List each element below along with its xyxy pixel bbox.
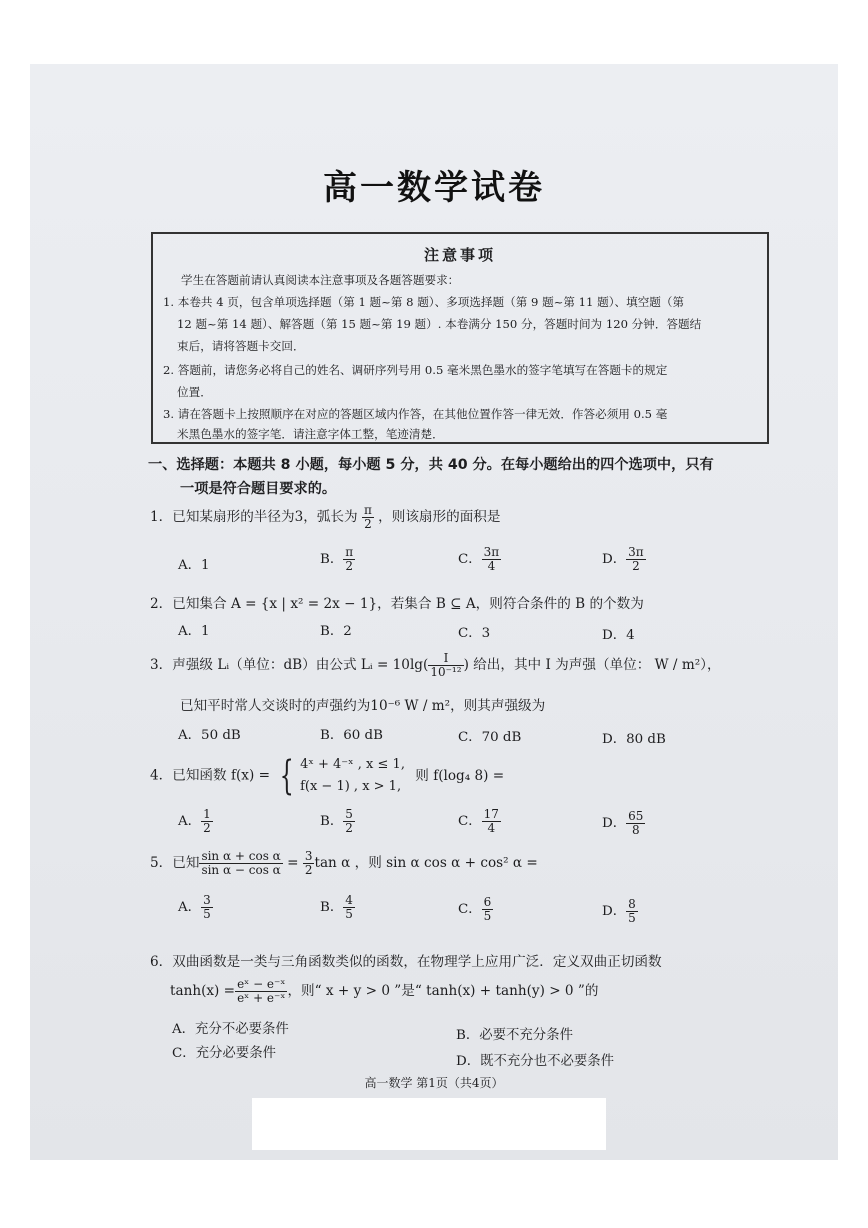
q4-option-b: B． $\frac{5}{2}$ (320, 807, 353, 836)
q2-option-c: C．3 (458, 626, 491, 641)
question-3: 3．声强级 Lᵢ（单位：dB）由公式 Lᵢ = 10lg( $\frac{I}{\text{10⁻¹²}}$ ) 给出，其中 I 为声强（单位： W / m²）， (150, 651, 721, 680)
question-4: 4．已知函数 f(x) = { 4ˣ + 4⁻ˣ , x ≤ 1, f(x − 1) , x > 1, 则 f(log₄ 8) = (150, 753, 505, 800)
notice-item-1-cont2: 束后，请将答题卡交回． (177, 339, 305, 353)
trig-fraction: $\frac{\text{sin α + cos α}}{\text{sin α − cos α}}$ (201, 849, 281, 878)
q4-option-d: D． $\frac{65}{8}$ (602, 809, 644, 838)
q2-option-b: B．2 (320, 624, 352, 639)
page-title: 高一数学试卷 (323, 168, 545, 208)
question-3-cont: 已知平时常人交谈时的声强约为10⁻⁶ W / m²，则其声强级为 (180, 698, 546, 714)
q4-option-a: A． $\frac{1}{2}$ (178, 807, 211, 836)
intensity-fraction: $\frac{I}{\text{10⁻¹²}}$ (430, 651, 462, 680)
notice-item-3-cont: 米黑色墨水的签字笔．请注意字体工整，笔迹清楚． (177, 427, 444, 441)
arc-length-fraction: $\frac{\pi}{2}$ (363, 503, 372, 532)
piecewise-brace: { (280, 753, 295, 800)
exam-paper (30, 64, 838, 1160)
q1-option-a: A．1 (178, 558, 210, 573)
question-6-definition: tanh(x) = $\frac{\text{eˣ − e⁻ˣ}}{\text{eˣ + e⁻ˣ}}$ ，则“ x + y > 0 ”是“ tanh(x) + tanh(y) > 0 ”的 (170, 977, 599, 1006)
section-heading: 一、选择题：本题共 8 小题，每小题 5 分，共 40 分。在每小题给出的四个选项中，只有 (148, 457, 714, 473)
page-footer: 高一数学 第1页（共4页） (364, 1076, 504, 1090)
notice-box (151, 232, 769, 444)
question-6: 6．双曲函数是一类与三角函数类似的函数，在物理学上应用广泛．定义双曲正切函数 (150, 954, 662, 970)
q1-option-c: C． $\frac{3\pi}{4}$ (458, 545, 500, 574)
q2-option-d: D．4 (602, 628, 635, 643)
q6-option-b: B．必要不充分条件 (456, 1028, 573, 1043)
q5-option-c: C． $\frac{6}{5}$ (458, 895, 492, 924)
notice-item-2-cont: 位置． (177, 385, 212, 399)
q6-option-c: C．充分必要条件 (172, 1046, 276, 1061)
q3-option-b: B．60 dB (320, 728, 383, 743)
q2-option-a: A．1 (178, 624, 210, 639)
notice-item-3: 3. 请在答题卡上按照顺序在对应的答题区域内作答，在其他位置作答一律无效．作答必须用 0.5 毫 (163, 407, 668, 421)
q1-option-d: D． $\frac{3\pi}{2}$ (602, 545, 644, 574)
notice-item-1-cont: 12 题~第 14 题）、解答题（第 15 题~第 19 题）. 本卷满分 150 分，答题时间为 120 分钟．答题结 (177, 317, 702, 331)
redaction-block (252, 1098, 606, 1150)
piecewise-cases: 4ˣ + 4⁻ˣ , x ≤ 1, f(x − 1) , x > 1, (300, 757, 405, 795)
q3-option-d: D．80 dB (602, 732, 666, 747)
question-1: 1．已知某扇形的半径为3，弧长为 $\frac{\pi}{2}$ ，则该扇形的面积是 (150, 503, 501, 532)
q6-option-a: A．充分不必要条件 (172, 1022, 289, 1037)
q3-option-a: A．50 dB (178, 728, 241, 743)
question-2: 2．已知集合 A = {x | x² = 2x − 1}，若集合 B ⊆ A，则符合条件的 B 的个数为 (150, 596, 644, 612)
question-5: 5．已知 $\frac{\text{sin α + cos α}}{\text{sin α − cos α}}$ = $\frac{3}{2}$ tan α ，则 sin α cos α + cos² α = (150, 849, 538, 878)
q6-option-d: D．既不充分也不必要条件 (456, 1054, 615, 1069)
tanh-fraction: $\frac{\text{eˣ − e⁻ˣ}}{\text{eˣ + e⁻ˣ}}$ (237, 977, 286, 1006)
notice-heading: 注意事项 (423, 246, 496, 264)
q1-option-b: B． $\frac{\pi}{2}$ (320, 545, 354, 574)
q3-option-c: C．70 dB (458, 730, 522, 745)
q5-option-a: A． $\frac{3}{5}$ (178, 893, 211, 922)
q5-option-b: B． $\frac{4}{5}$ (320, 893, 353, 922)
notice-intro: 学生在答题前请认真阅读本注意事项及各题答题要求： (181, 273, 460, 287)
q4-option-c: C． $\frac{17}{4}$ (458, 807, 499, 836)
notice-item-2: 2. 答题前，请您务必将自己的姓名、调研序列号用 0.5 毫米黑色墨水的签字笔填写在答题卡的规定 (163, 363, 668, 377)
section-heading-cont: 一项是符合题目要求的。 (180, 481, 337, 497)
notice-item-1: 1. 本卷共 4 页，包含单项选择题（第 1 题~第 8 题）、多项选择题（第 9 题~第 11 题）、填空题（第 (163, 295, 685, 309)
q5-option-d: D． $\frac{8}{5}$ (602, 897, 636, 926)
